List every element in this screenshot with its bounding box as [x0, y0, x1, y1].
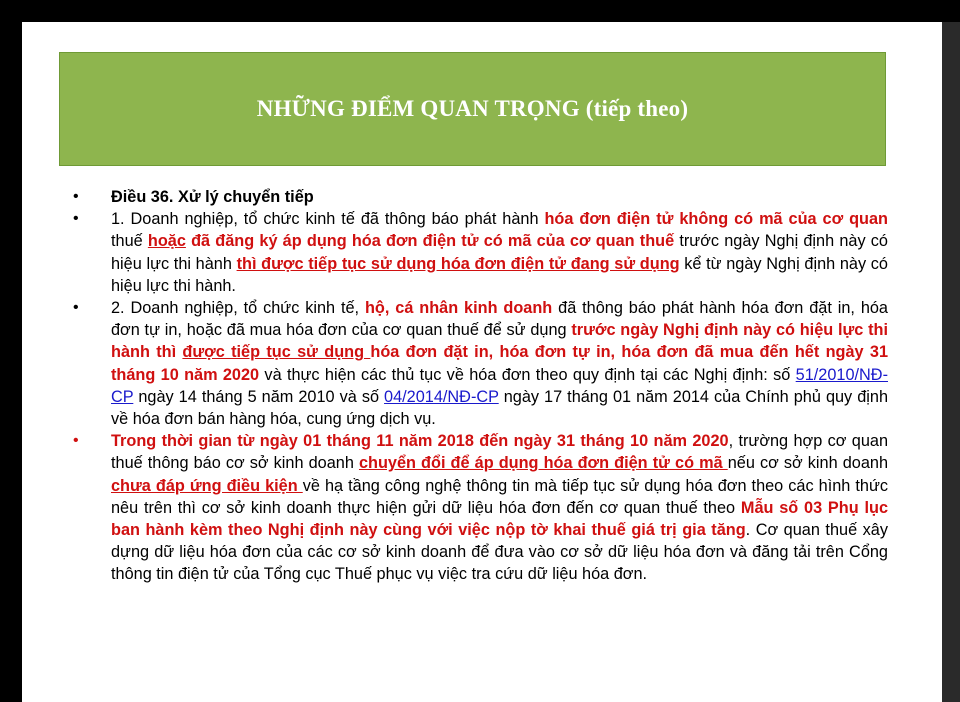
bullet-item-clause-1: [70, 208, 888, 297]
bullet-dot: •: [73, 299, 79, 317]
clause-2-highlight: trước ngày Nghị định này có hiệu lực thi hành thì: [111, 321, 888, 362]
transition-highlight: Trong thời gian từ ngày 01 tháng 11 năm 2018 đến ngày 31 tháng 10 năm 2020: [111, 432, 729, 451]
clause-1-text: kể từ ngày Nghị định này có hiệu lực thi hành.: [111, 254, 888, 295]
clause-2-text: ngày 14 tháng 5 năm 2010 và số: [133, 387, 385, 406]
clause-1-highlight: đã đăng ký áp dụng hóa đơn điện tử có mã của cơ quan thuế: [191, 232, 675, 251]
bullet-dot: •: [73, 188, 79, 205]
transition-text: , trường hợp cơ quan thuế thông báo cơ sở kinh doanh: [111, 432, 888, 473]
clause-2-text: 2. Doanh nghiệp, tổ chức kinh tế,: [111, 299, 365, 318]
clause-1-highlight: hóa đơn điện tử không có mã của cơ quan: [544, 210, 889, 229]
bullet-item-transition-period: [70, 430, 888, 585]
bullet-dot-red: •: [73, 432, 79, 450]
clause-1-text: trước ngày Nghị định này có hiệu lực thi hành: [111, 232, 888, 273]
decree-link-04-2014[interactable]: 04/2014/NĐ-CP: [384, 387, 499, 406]
article-heading: Điều 36. Xử lý chuyển tiếp: [111, 188, 314, 206]
clause-2-text: đã thông báo phát hành hóa đơn đặt in, hóa đơn tự in, hoặc đã mua hóa đơn của cơ quan thuế để sử dụng: [111, 299, 888, 340]
slide-title: NHỮNG ĐIỂM QUAN TRỌNG (tiếp theo): [256, 96, 689, 121]
transition-highlight-underlined: chưa đáp ứng điều kiện: [111, 476, 303, 495]
clause-1-highlight-underlined: thì được tiếp tục sử dụng hóa đơn điện tử đang sử dụng: [236, 254, 680, 273]
transition-text: nếu cơ sở kinh doanh: [727, 454, 888, 473]
slide-content: [70, 186, 888, 586]
clause-2-highlight: hóa đơn đặt in, hóa đơn tự in, hóa đơn đã mua đến hết ngày 31 tháng 10 năm 2020: [111, 343, 888, 384]
window-edge: [942, 22, 960, 702]
title-banner: [59, 52, 886, 166]
clause-1-highlight-underlined: hoặc: [147, 232, 186, 251]
clause-2-highlight: hộ, cá nhân kinh doanh: [364, 299, 553, 318]
decree-link-51-2010[interactable]: 51/2010/NĐ-CP: [111, 365, 888, 406]
transition-highlight-underlined: chuyển đổi để áp dụng hóa đơn điện tử có mã: [358, 454, 728, 473]
transition-highlight: Mẫu số 03 Phụ lục ban hành kèm theo Nghị định này cùng với việc nộp tờ khai thuế giá trị gia tăng: [111, 498, 888, 540]
bullet-item-clause-2: [70, 297, 888, 430]
clause-2-highlight-underlined: được tiếp tục sử dụng: [182, 343, 371, 362]
transition-text: về hạ tầng công nghệ thông tin mà tiếp tục sử dụng hóa đơn theo các hình thức nêu trên thì cơ sở kinh doanh thực hiện gửi dữ liệu hóa đơn đến cơ quan thuế theo: [111, 476, 889, 517]
clause-1-text: 1. Doanh nghiệp, tổ chức kinh tế đã thông báo phát hành: [111, 210, 545, 229]
bullet-item-heading: [70, 186, 888, 208]
clause-1-text: thuế: [111, 232, 148, 251]
bullet-dot: •: [73, 210, 79, 228]
transition-text: . Cơ quan thuế xây dựng dữ liệu hóa đơn của các cơ sở kinh doanh để đưa vào cơ sở dữ liệu hóa đơn và đăng tải trên Cổng thông tin điện tử của Tổng cục Thuế phục vụ việc tra cứu dữ liệu hóa đơn.: [111, 521, 888, 584]
clause-2-text: ngày 17 tháng 01 năm 2014 của Chính phủ quy định về hóa đơn bán hàng hóa, cung ứng dịch vụ.: [111, 387, 888, 429]
clause-2-text: và thực hiện các thủ tục về hóa đơn theo quy định tại các Nghị định: số: [259, 365, 796, 384]
